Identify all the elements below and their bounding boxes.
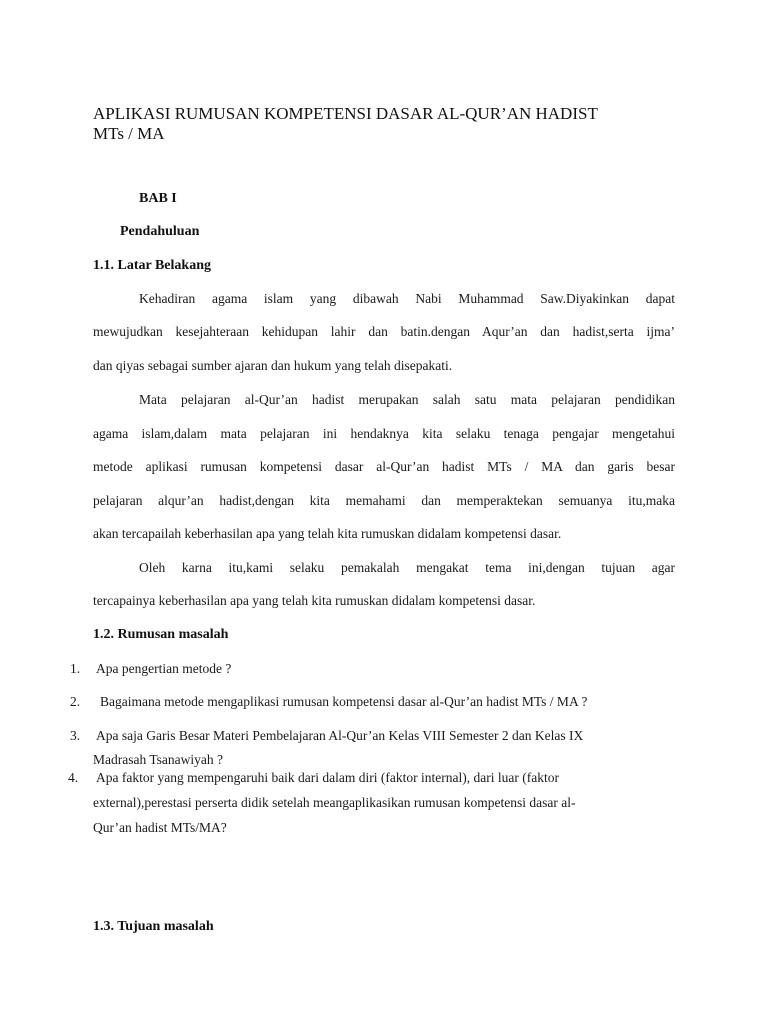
- list-item-text: Madrasah Tsanawiyah ?: [93, 752, 224, 767]
- document-title-line2: MTs / MA: [93, 124, 165, 143]
- list-item-text: Apa pengertian metode ?: [96, 661, 232, 676]
- paragraph3-line: tercapainya keberhasilan apa yang telah kita rumuskan didalam kompetensi dasar.: [93, 593, 536, 608]
- paragraph1-line: Kehadiran agama islam yang dibawah Nabi Muhammad Saw.Diyakinkan dapat: [139, 291, 675, 306]
- section-heading-latar-belakang: 1.1. Latar Belakang: [93, 258, 211, 273]
- paragraph1-line: mewujudkan kesejahteraan kehidupan lahir dan batin.dengan Aqur’an dan hadist,serta ijma’: [93, 324, 675, 339]
- list-item-text: Qur’an hadist MTs/MA?: [93, 820, 227, 835]
- list-item-text: external),perestasi perserta didik setelah meangaplikasikan rumusan kompetensi dasar al-: [93, 795, 576, 810]
- document-title-line1: APLIKASI RUMUSAN KOMPETENSI DASAR AL-QUR’AN HADIST: [93, 104, 598, 123]
- section-heading-rumusan-masalah: 1.2. Rumusan masalah: [93, 627, 229, 642]
- list-item-text: Bagaimana metode mengaplikasi rumusan kompetensi dasar al-Qur’an hadist MTs / MA ?: [100, 694, 588, 709]
- paragraph2-line: pelajaran alqur’an hadist,dengan kita memahami dan memperaktekan semuanya itu,maka: [93, 493, 675, 508]
- list-item-number: 3.: [70, 728, 81, 743]
- paragraph2-line: akan tercapailah keberhasilan apa yang telah kita rumuskan didalam kompetensi dasar.: [93, 526, 562, 541]
- chapter-subtitle: Pendahuluan: [120, 224, 200, 239]
- list-item-number: 1.: [70, 661, 81, 676]
- list-item-text: Apa faktor yang mempengaruhi baik dari dalam diri (faktor internal), dari luar (faktor: [96, 770, 559, 785]
- paragraph2-line: Mata pelajaran al-Qur’an hadist merupakan salah satu mata pelajaran pendidikan: [139, 392, 675, 407]
- section-heading-tujuan-masalah: 1.3. Tujuan masalah: [93, 919, 214, 934]
- paragraph2-line: metode aplikasi rumusan kompetensi dasar al-Qur’an hadist MTs / MA dan garis besar: [93, 459, 675, 474]
- chapter-label: BAB I: [139, 191, 177, 206]
- list-item-text: Apa saja Garis Besar Materi Pembelajaran Al-Qur’an Kelas VIII Semester 2 dan Kelas IX: [96, 728, 584, 743]
- paragraph2-line: agama islam,dalam mata pelajaran ini hendaknya kita selaku tenaga pengajar mengetahui: [93, 426, 675, 441]
- paragraph1-line: dan qiyas sebagai sumber ajaran dan hukum yang telah disepakati.: [93, 358, 453, 373]
- paragraph3-line: Oleh karna itu,kami selaku pemakalah mengakat tema ini,dengan tujuan agar: [139, 560, 675, 575]
- list-item-number: 4.: [68, 770, 79, 785]
- list-item-number: 2.: [70, 694, 81, 709]
